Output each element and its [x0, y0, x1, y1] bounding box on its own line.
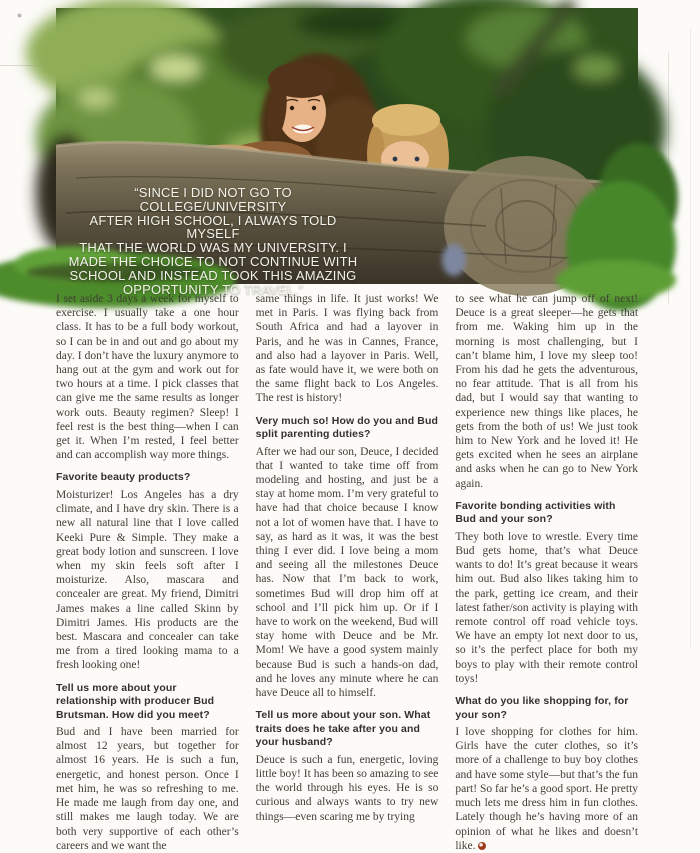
- paragraph: They both love to wrestle. Every time Bud gets home, that’s what Deuce wants to do! It’s great because it wears him out. Bud also likes taking him to the park, getting ice cream, and their latest father/son activity is playing with remote control off road vehicle toys. We have an empty lot next door to us, so it’s the perfect place for both my boys to play with their remote control toys!: [455, 530, 639, 685]
- article-column-2: [256, 292, 439, 853]
- pull-quote-line: OPPORTUNITY TO TRAVEL.”: [122, 281, 304, 297]
- question-heading: What do you like shopping for, for your son?: [455, 695, 629, 721]
- article-column-3: [455, 292, 638, 853]
- hero-photo: [56, 8, 638, 297]
- paragraph: Deuce is such a fun, energetic, loving little boy! It has been so amazing to see the world through his eyes. He is so curious and always wants to try new things—even scaring me by trying: [255, 753, 439, 823]
- end-of-article-icon: [478, 842, 486, 850]
- paragraph: Bud and I have been married for almost 12 years, but together for almost 16 years. He is such a fun, energetic, and honest person. Once I met him, he was so refreshing to me. He made me laugh from day one, and still makes me laugh today. We are both very supportive of each other’s careers and we want the: [56, 726, 239, 852]
- question-heading: Tell us more about your relationship with producer Bud Brutsman. How did you meet?: [56, 681, 215, 721]
- paragraph: I set aside 3 days a week for myself to exercise. I usually take a one hour class. It has to be a full body workout, so I can be in and out and go about my day. I don’t have the luxury anymore to hang out at the gym and work out for two hours at a time. I pick classes that can give me the same results as longer work outs. Beauty regimen? Sleep! I feel rest is the best thing—when I can get it. When I’m rested, I feel better and can accomplish way more things.: [56, 293, 239, 462]
- pull-quote: [62, 186, 364, 296]
- article-columns: [56, 292, 638, 853]
- pull-quote-line: “SINCE I DID NOT GO TO COLLEGE/UNIVERSITY: [134, 185, 292, 214]
- paragraph: Moisturizer! Los Angeles has a dry climate, and I have dry skin. There is a new all natural line that I love called Keeki Pure & Simple. They make a great body lotion and sunscreen. I love when my skin feels soft after I moisturize. Also, mascara and concealer are great. My friend, Dimitri James makes a line called Skinn by Dimitri James. His products are the best. Mascara and concealer can take me from a tired looking mama to a fresh looking one!: [56, 488, 239, 672]
- question-heading: Tell us more about your son. What traits does he take after you and your husband?: [255, 709, 431, 749]
- question-heading: Very much so! How do you and Bud split parenting duties?: [255, 414, 438, 441]
- scan-line-vertical-2: [690, 28, 691, 648]
- paragraph: to see what he can jump off of next! Deuce is a great sleeper—he gets that from me. Waking him up in the morning is most challenging, but I can’t blame him, I love my sleep too! From his dad he gets the adventurous, no fear attitude. That is all from his dad, but I would say that wanting to experience new things like places, he gets from the both of us! We just took him to New York and he loved it! He gets excited when he sees an airplane and asks when he can go to New York again.: [455, 293, 639, 490]
- paragraph: [455, 725, 638, 853]
- question-heading: Favorite beauty products?: [56, 471, 191, 484]
- paragraph-text: I love shopping for clothes for him. Girls have the cuter clothes, so it’s more of a challenge to buy boy clothes and have some style—but that’s the fun part! So far he’s a good sport. He pretty much lets me dress him in fun clothes. Lately though he’s having more of an opinion of what he likes and doesn’t like.: [455, 726, 639, 852]
- pull-quote-line: THAT THE WORLD WAS MY UNIVERSITY. I: [79, 240, 347, 256]
- pull-quote-line: SCHOOL AND INSTEAD TOOK THIS AMAZING: [69, 267, 357, 283]
- pull-quote-line: AFTER HIGH SCHOOL, I ALWAYS TOLD MYSELF: [89, 212, 337, 242]
- question-heading: Favorite bonding activities with Bud and your son?: [455, 499, 616, 526]
- paragraph: After we had our son, Deuce, I decided that I wanted to take time off from modeling and hosting, and just be a stay at home mom. I’m very grateful to have had that choice because I know not a lot of women have that. I have to say, as hard as it was, it was the best thing I ever did. I love being a mom and seeing all the milestones Deuce has. Now that I’m back to work, sometimes Bud will drop him off at school and I’ll pick him up. Or if I have to work on the weekend, Bud will stay home with Deuce and be Mr. Mom! We have a good system mainly because Bud is such a hands-on dad, and he loves any minute where he can have Deuce all to himself.: [255, 445, 439, 700]
- pull-quote-line: MADE THE CHOICE TO NOT CONTINUE WITH: [68, 253, 358, 269]
- scan-speck: [17, 12, 22, 19]
- article-column-1: [56, 292, 239, 853]
- paragraph: same things in life. It just works! We met in Paris. I was flying back from South Africa and had a layover in Paris, and he was in Cannes, France, and also had a layover in Paris. Well, as fate would have it, we were both on the same flight back to Los Angeles. The rest is history!: [255, 293, 439, 405]
